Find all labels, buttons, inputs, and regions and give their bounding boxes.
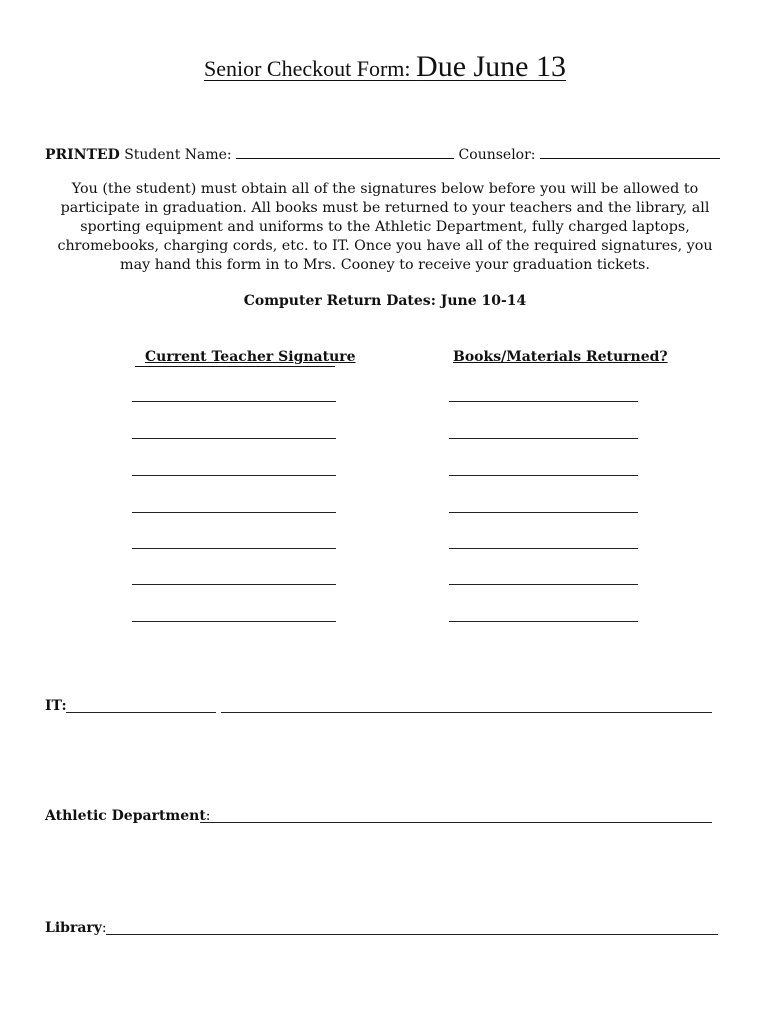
books-returned-line[interactable] [449, 584, 638, 585]
it-label: IT: [45, 698, 67, 714]
teacher-signature-line[interactable] [132, 584, 336, 585]
books-returned-line[interactable] [449, 475, 638, 476]
teacher-header-underline-ext [135, 366, 335, 367]
athletic-signoff-row [45, 808, 211, 824]
books-returned-line[interactable] [449, 512, 638, 513]
athletic-colon: : [205, 808, 211, 824]
student-name-label: Student Name: [119, 147, 237, 163]
counselor-label: Counselor: [454, 147, 540, 163]
books-returned-header: Books/Materials Returned? [453, 349, 668, 365]
student-info-row [45, 144, 720, 163]
books-returned-line[interactable] [449, 548, 638, 549]
it-initial-line[interactable] [66, 712, 216, 713]
teacher-signature-line[interactable] [132, 512, 336, 513]
instructions-paragraph: You (the student) must obtain all of the signatures below before you will be allowed to participate in graduation. All books must be returned to your teachers and the library, all sporting equipment and uniforms to the Athletic Department, fully charged laptops, chromebooks, charging cords, etc. to IT. Once you have all of the required signatures, you may hand this form in to Mrs. Cooney to receive your graduation tickets. [57, 181, 713, 273]
library-signoff-row [45, 920, 107, 936]
it-signoff-row [45, 698, 67, 714]
books-returned-line[interactable] [449, 401, 638, 402]
teacher-signature-header: Current Teacher Signature [145, 349, 356, 365]
teacher-signature-line[interactable] [132, 475, 336, 476]
library-label: Library [45, 920, 102, 936]
library-colon: : [101, 920, 107, 936]
counselor-field[interactable] [540, 144, 720, 159]
teacher-signature-line[interactable] [132, 548, 336, 549]
teacher-signature-line[interactable] [132, 438, 336, 439]
teacher-signature-line[interactable] [132, 401, 336, 402]
printed-label: PRINTED [45, 147, 120, 163]
books-returned-line[interactable] [449, 438, 638, 439]
student-name-field[interactable] [236, 144, 454, 159]
library-signature-line[interactable] [106, 934, 718, 935]
athletic-label: Athletic Department [45, 808, 206, 824]
teacher-signature-line[interactable] [132, 621, 336, 622]
it-signature-line[interactable] [221, 712, 712, 713]
title-due-date: Due June 13 [416, 50, 567, 83]
books-returned-line[interactable] [449, 621, 638, 622]
page-title [0, 50, 770, 84]
title-form-name: Senior Checkout Form: [203, 56, 417, 81]
computer-return-dates: Computer Return Dates: June 10-14 [243, 293, 527, 309]
athletic-signature-line[interactable] [200, 822, 712, 823]
